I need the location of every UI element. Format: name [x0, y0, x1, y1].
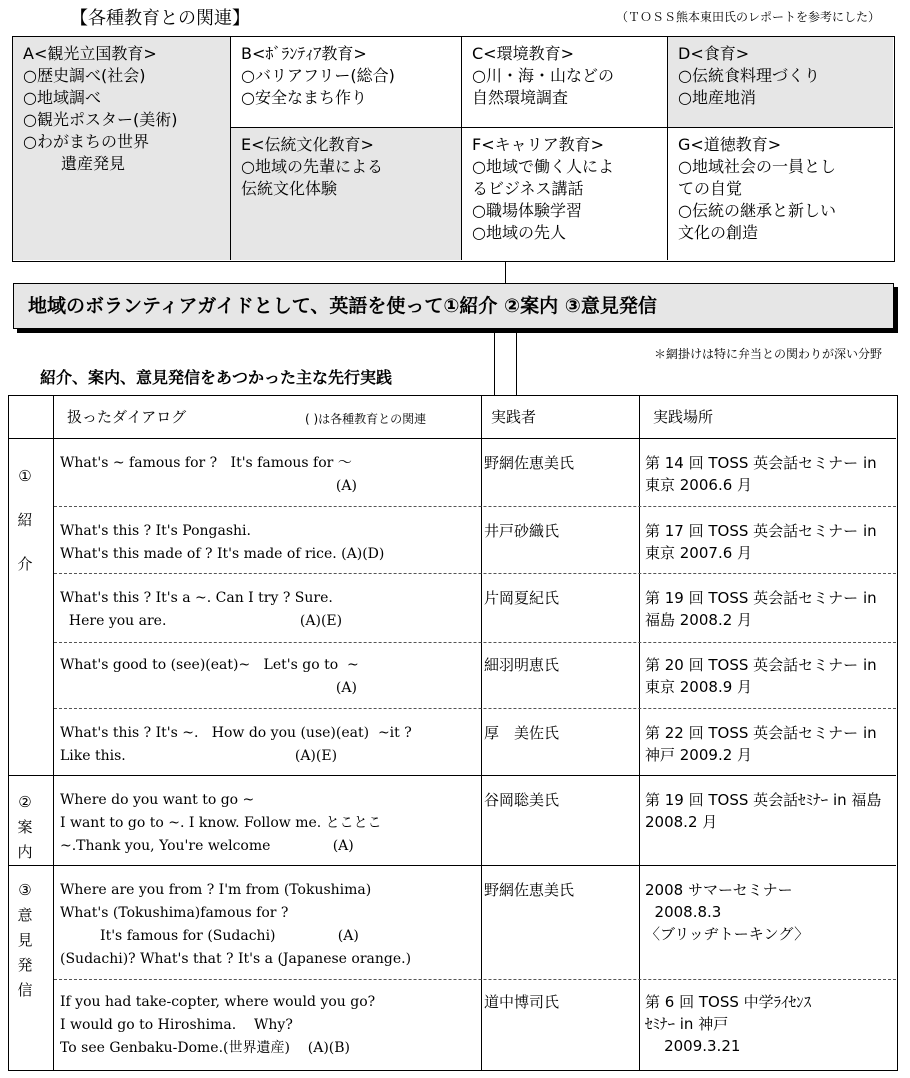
cell-f-title: F<キャリア教育> [472, 135, 605, 154]
cell-g-item: ○地域社会の一員とし [678, 157, 836, 176]
section-label-guide: ②案内 [17, 793, 33, 861]
row-separator [54, 642, 896, 643]
practitioner-cell: 片岡夏紀氏 [484, 589, 560, 607]
education-grid [12, 36, 895, 262]
place-cell: 第 14 回 TOSS 英会話セミナー in 東京 2006.6 月 [645, 454, 877, 494]
credit-note: （ＴＯＳＳ熊本東田氏のレポートを参考にした） [615, 10, 880, 24]
dialog-cell: Where are you from ? I'm from (Tokushima) What's (Tokushima)famous for ? It's famous for (Sudachi) (A) (Sudachi)? What's that ? It's a (Japanese orange.) [60, 882, 412, 967]
grid-divider [231, 127, 893, 128]
dialog-cell: What's this ? It's ~. How do you (use)(eat) ~it ? Like this. (A)(E) [60, 725, 412, 764]
header-dialog: 扱ったダイアログ [67, 408, 187, 426]
practitioner-cell: 野網佐恵美氏 [484, 454, 575, 472]
table-divider [9, 865, 896, 866]
connector-line [494, 331, 495, 395]
cell-g-item: 文化の創造 [678, 223, 759, 242]
connector-line [505, 262, 506, 283]
cell-c-title: C<環境教育> [472, 44, 574, 63]
cell-f-item: ○地域の先人 [472, 223, 566, 242]
cell-a [13, 37, 230, 260]
cell-a-item: ○わがまちの世界 [23, 132, 149, 151]
cell-f-item: ○職場体験学習 [472, 201, 582, 220]
cell-e [231, 128, 461, 260]
dialog-cell: What's this ? It's a ~. Can I try ? Sure. Here you are. (A)(E) [60, 590, 343, 629]
cell-f-item: るビジネス講話 [472, 179, 584, 198]
place-cell: 第 19 回 TOSS 英会話ｾﾐﾅｰ in 福島 2008.2 月 [645, 791, 882, 831]
cell-d [668, 37, 893, 127]
cell-d-title: D<食育> [678, 44, 750, 63]
grid-divider [230, 37, 231, 260]
cell-e-item: 伝統文化体験 [241, 179, 338, 198]
practitioner-cell: 井戸砂織氏 [484, 522, 560, 540]
cell-a-item: ○地域調べ [23, 88, 101, 107]
practitioner-cell: 細羽明恵氏 [484, 656, 560, 674]
place-cell: 第 22 回 TOSS 英会話セミナー in 神戸 2009.2 月 [645, 724, 877, 764]
cell-a-title: A<観光立国教育> [23, 44, 157, 63]
connector-line [516, 331, 517, 395]
table-divider [481, 396, 482, 1070]
section-label-introduce: ①紹介 [17, 467, 33, 573]
place-cell: 2008 サマーセミナー 2008.8.3 〈ブリッヂトーキング〉 [645, 881, 810, 943]
practitioner-cell: 谷岡聡美氏 [484, 791, 560, 809]
place-cell: 第 17 回 TOSS 英会話セミナー in 東京 2007.6 月 [645, 522, 877, 562]
grid-divider [667, 37, 668, 260]
practitioner-cell: 厚 美佐氏 [484, 724, 560, 742]
cell-f [462, 128, 667, 260]
row-separator [54, 979, 896, 980]
header-place: 実践場所 [653, 408, 714, 426]
table-divider [639, 396, 640, 1070]
practitioner-cell: 野網佐恵美氏 [484, 881, 575, 899]
table-divider [9, 775, 896, 776]
header-dialog-note: ( )は各種教育との関連 [305, 412, 427, 426]
cell-b-title: B<ﾎﾞﾗﾝﾃｨｱ教育> [241, 44, 367, 63]
place-cell: 第 19 回 TOSS 英会話セミナー in 福島 2008.2 月 [645, 589, 877, 629]
row-separator [54, 506, 896, 507]
dialog-cell: Where do you want to go ~ I want to go to ~. I know. Follow me. とことこ ~.Thank you, You're welcome (A) [60, 792, 382, 854]
cell-b-item: ○バリアフリー(総合) [241, 66, 395, 85]
cell-f-item: ○地域で働く人によ [472, 157, 614, 176]
cell-a-item: ○観光ポスター(美術) [23, 110, 178, 129]
table-divider [53, 396, 54, 1070]
row-separator [54, 708, 896, 709]
cell-b [231, 37, 461, 127]
place-cell: 第 20 回 TOSS 英会話セミナー in 東京 2008.9 月 [645, 656, 877, 696]
page-title: 【各種教育との関連】 [70, 8, 250, 29]
goal-banner: 地域のボランティアガイドとして、英語を使って①紹介 ②案内 ③意見発信 [13, 283, 894, 329]
grid-divider [461, 37, 462, 260]
place-cell: 第 6 回 TOSS 中学ﾗｲｾﾝｽ ｾﾐﾅｰ in 神戸 2009.3.21 [645, 993, 812, 1055]
cell-a-item: 遺産発見 [45, 154, 126, 173]
cell-g-title: G<道徳教育> [678, 135, 782, 154]
cell-c-item: 自然環境調査 [472, 88, 569, 107]
table-divider [9, 438, 896, 439]
cell-g [668, 128, 893, 260]
practice-table [8, 395, 898, 1071]
cell-d-item: ○伝統食料理づくり [678, 66, 820, 85]
header-practitioner: 実践者 [491, 408, 537, 426]
cell-g-item: ○伝統の継承と新しい [678, 201, 836, 220]
dialog-cell: What's good to (see)(eat)~ Let's go to ~ (A) [60, 657, 359, 696]
section-label-opinion: ③意見発信 [17, 881, 33, 999]
section-subtitle: 紹介、案内、意見発信をあつかった主な先行実践 [40, 368, 393, 387]
cell-d-item: ○地産地消 [678, 88, 756, 107]
cell-e-title: E<伝統文化教育> [241, 135, 374, 154]
practitioner-cell: 道中博司氏 [484, 993, 560, 1011]
row-separator [54, 573, 896, 574]
dialog-cell: If you had take-copter, where would you go? I would go to Hiroshima. Why? To see Genbaku-Dome.(世界遺産) (A)(B) [60, 994, 376, 1056]
cell-a-item: ○歴史調べ(社会) [23, 66, 146, 85]
shading-note: ＊網掛けは特に弁当との関わりが深い分野 [653, 347, 882, 361]
cell-g-item: ての自覚 [678, 179, 743, 198]
cell-c-item: ○川・海・山などの [472, 66, 614, 85]
cell-c [462, 37, 667, 127]
cell-e-item: ○地域の先輩による [241, 157, 383, 176]
dialog-cell: What's this ? It's Pongashi. What's this made of ? It's made of rice. (A)(D) [60, 523, 385, 562]
cell-b-item: ○安全なまち作り [241, 88, 367, 107]
dialog-cell: What's ~ famous for ? It's famous for ～ (A) [60, 455, 357, 494]
